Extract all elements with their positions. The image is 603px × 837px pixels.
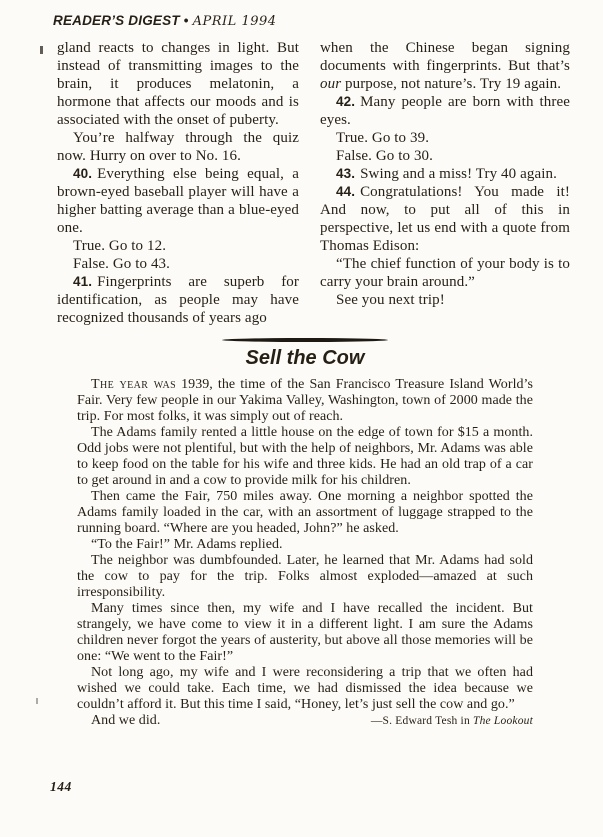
quiz-text: True. Go to 12.	[73, 238, 167, 254]
page-number: 144	[50, 779, 72, 794]
story-paragraph	[77, 425, 533, 489]
issue-date: APRIL 1994	[192, 14, 277, 29]
attribution-author: —S. Edward Tesh in	[370, 715, 473, 727]
section-divider-wrap	[77, 338, 533, 342]
story-lead-smallcaps: The year was	[91, 377, 177, 392]
story-final-line	[77, 713, 533, 729]
story-paragraph	[77, 377, 533, 425]
quiz-text: when the Chinese began signing documents with fingerprints. But that’s	[320, 40, 570, 74]
story-text: Not long ago, my wife and I were reconsidering a trip that we often had wished we could take. Each time, we had dismissed the idea because we couldn’t afford it. But this time I said, “Honey, let’s just sell the cow and go.”	[77, 665, 533, 712]
scan-speck	[40, 46, 43, 54]
quiz-answer-false	[57, 255, 299, 273]
story-paragraph	[77, 489, 533, 537]
quiz-paragraph	[57, 39, 299, 129]
quiz-item-number: 43.	[336, 166, 356, 181]
quiz-text: Many people are born with three eyes.	[320, 94, 570, 128]
quiz-item-number: 41.	[73, 274, 93, 289]
story-text: And we did.	[91, 713, 161, 728]
quiz-text: “The chief function of your body is to carry your brain around.”	[320, 256, 570, 290]
attribution-source: The Lookout	[472, 715, 533, 727]
story-paragraph	[77, 665, 533, 713]
quiz-text: True. Go to 39.	[336, 130, 430, 146]
quiz-right-column	[320, 39, 570, 327]
quiz-answer-true	[57, 237, 299, 255]
quiz-text: Swing and a miss! Try 40 again.	[360, 166, 557, 182]
story-text: Many times since then, my wife and I have recalled the incident. But strangely, we have come to view it in a different light. I am sure the Adams children never forgot the years of austerity, but above all those memories will be one: “We went to the Fair!”	[77, 601, 533, 664]
tapered-rule-divider	[222, 338, 388, 342]
quiz-left-column	[57, 39, 299, 327]
quiz-section	[57, 39, 570, 327]
quiz-answer-false	[320, 147, 570, 165]
story-text: 1939, the time of the San Francisco Treasure Island World’s Fair. Very few people in our Yakima Valley, Washington, town of 2000 made the trip. For most folks, it was simply out of reach.	[77, 377, 533, 424]
quiz-text: gland reacts to changes in light. But instead of transmitting images to the brain, it produces melatonin, a hormone that affects our moods and is associated with the onset of puberty.	[57, 40, 299, 128]
magazine-title: READER’S DIGEST	[53, 13, 180, 28]
quiz-item-41	[57, 273, 299, 327]
quiz-text: Everything else being equal, a brown-eyed baseball player will have a higher batting average than a blue-eyed one.	[57, 166, 299, 236]
quiz-paragraph	[320, 39, 570, 93]
quiz-answer-true	[320, 129, 570, 147]
quiz-item-number: 44.	[336, 184, 356, 199]
quiz-text: False. Go to 43.	[73, 256, 171, 272]
quiz-item-42	[320, 93, 570, 129]
quiz-item-44	[320, 183, 570, 255]
story-text: Then came the Fair, 750 miles away. One morning a neighbor spotted the Adams family loaded in the car, with an assortment of luggage strapped to the running board. “Where are you headed, John?” he asked.	[77, 489, 533, 536]
story-paragraph	[77, 537, 533, 553]
quiz-text: Congratulations! You made it! And now, to put all of this in perspective, let us end with a quote from Thomas Edison:	[320, 184, 570, 254]
story-attribution	[371, 713, 533, 729]
story-title: Sell the Cow	[245, 347, 365, 369]
story-paragraph	[77, 553, 533, 601]
quiz-item-number: 42.	[336, 94, 356, 109]
quiz-text: See you next trip!	[336, 292, 445, 308]
quiz-item-number: 40.	[73, 166, 93, 181]
quiz-item-40	[57, 165, 299, 237]
scan-speck	[36, 698, 38, 704]
story-section	[77, 377, 533, 729]
quiz-item-43	[320, 165, 570, 183]
page-header	[53, 13, 570, 29]
quiz-closing	[320, 291, 570, 309]
quiz-text-emphasis: our	[320, 76, 342, 92]
story-text: The neighbor was dumbfounded. Later, he learned that Mr. Adams had sold the cow to pay for the trip. Folks almost exploded—amazed at such irresponsibility.	[77, 553, 533, 600]
story-paragraph	[77, 601, 533, 665]
quiz-text: You’re halfway through the quiz now. Hurry on over to No. 16.	[57, 130, 299, 164]
quiz-paragraph	[57, 129, 299, 165]
header-bullet: •	[183, 13, 189, 28]
quiz-text: False. Go to 30.	[336, 148, 434, 164]
story-text: The Adams family rented a little house on the edge of town for $15 a month. Odd jobs were not plentiful, but with the help of neighbors, Mr. Adams was able to keep food on the table for his wife and three kids. He had an old trap of a car to get around in and a cow to provide milk for his children.	[77, 425, 533, 488]
story-text: “To the Fair!” Mr. Adams replied.	[91, 537, 283, 552]
quiz-text: Fingerprints are superb for identification, as people may have recognized thousands of years ago	[57, 274, 299, 326]
quiz-text: purpose, not nature’s. Try 19 again.	[341, 76, 562, 92]
edison-quote	[320, 255, 570, 291]
